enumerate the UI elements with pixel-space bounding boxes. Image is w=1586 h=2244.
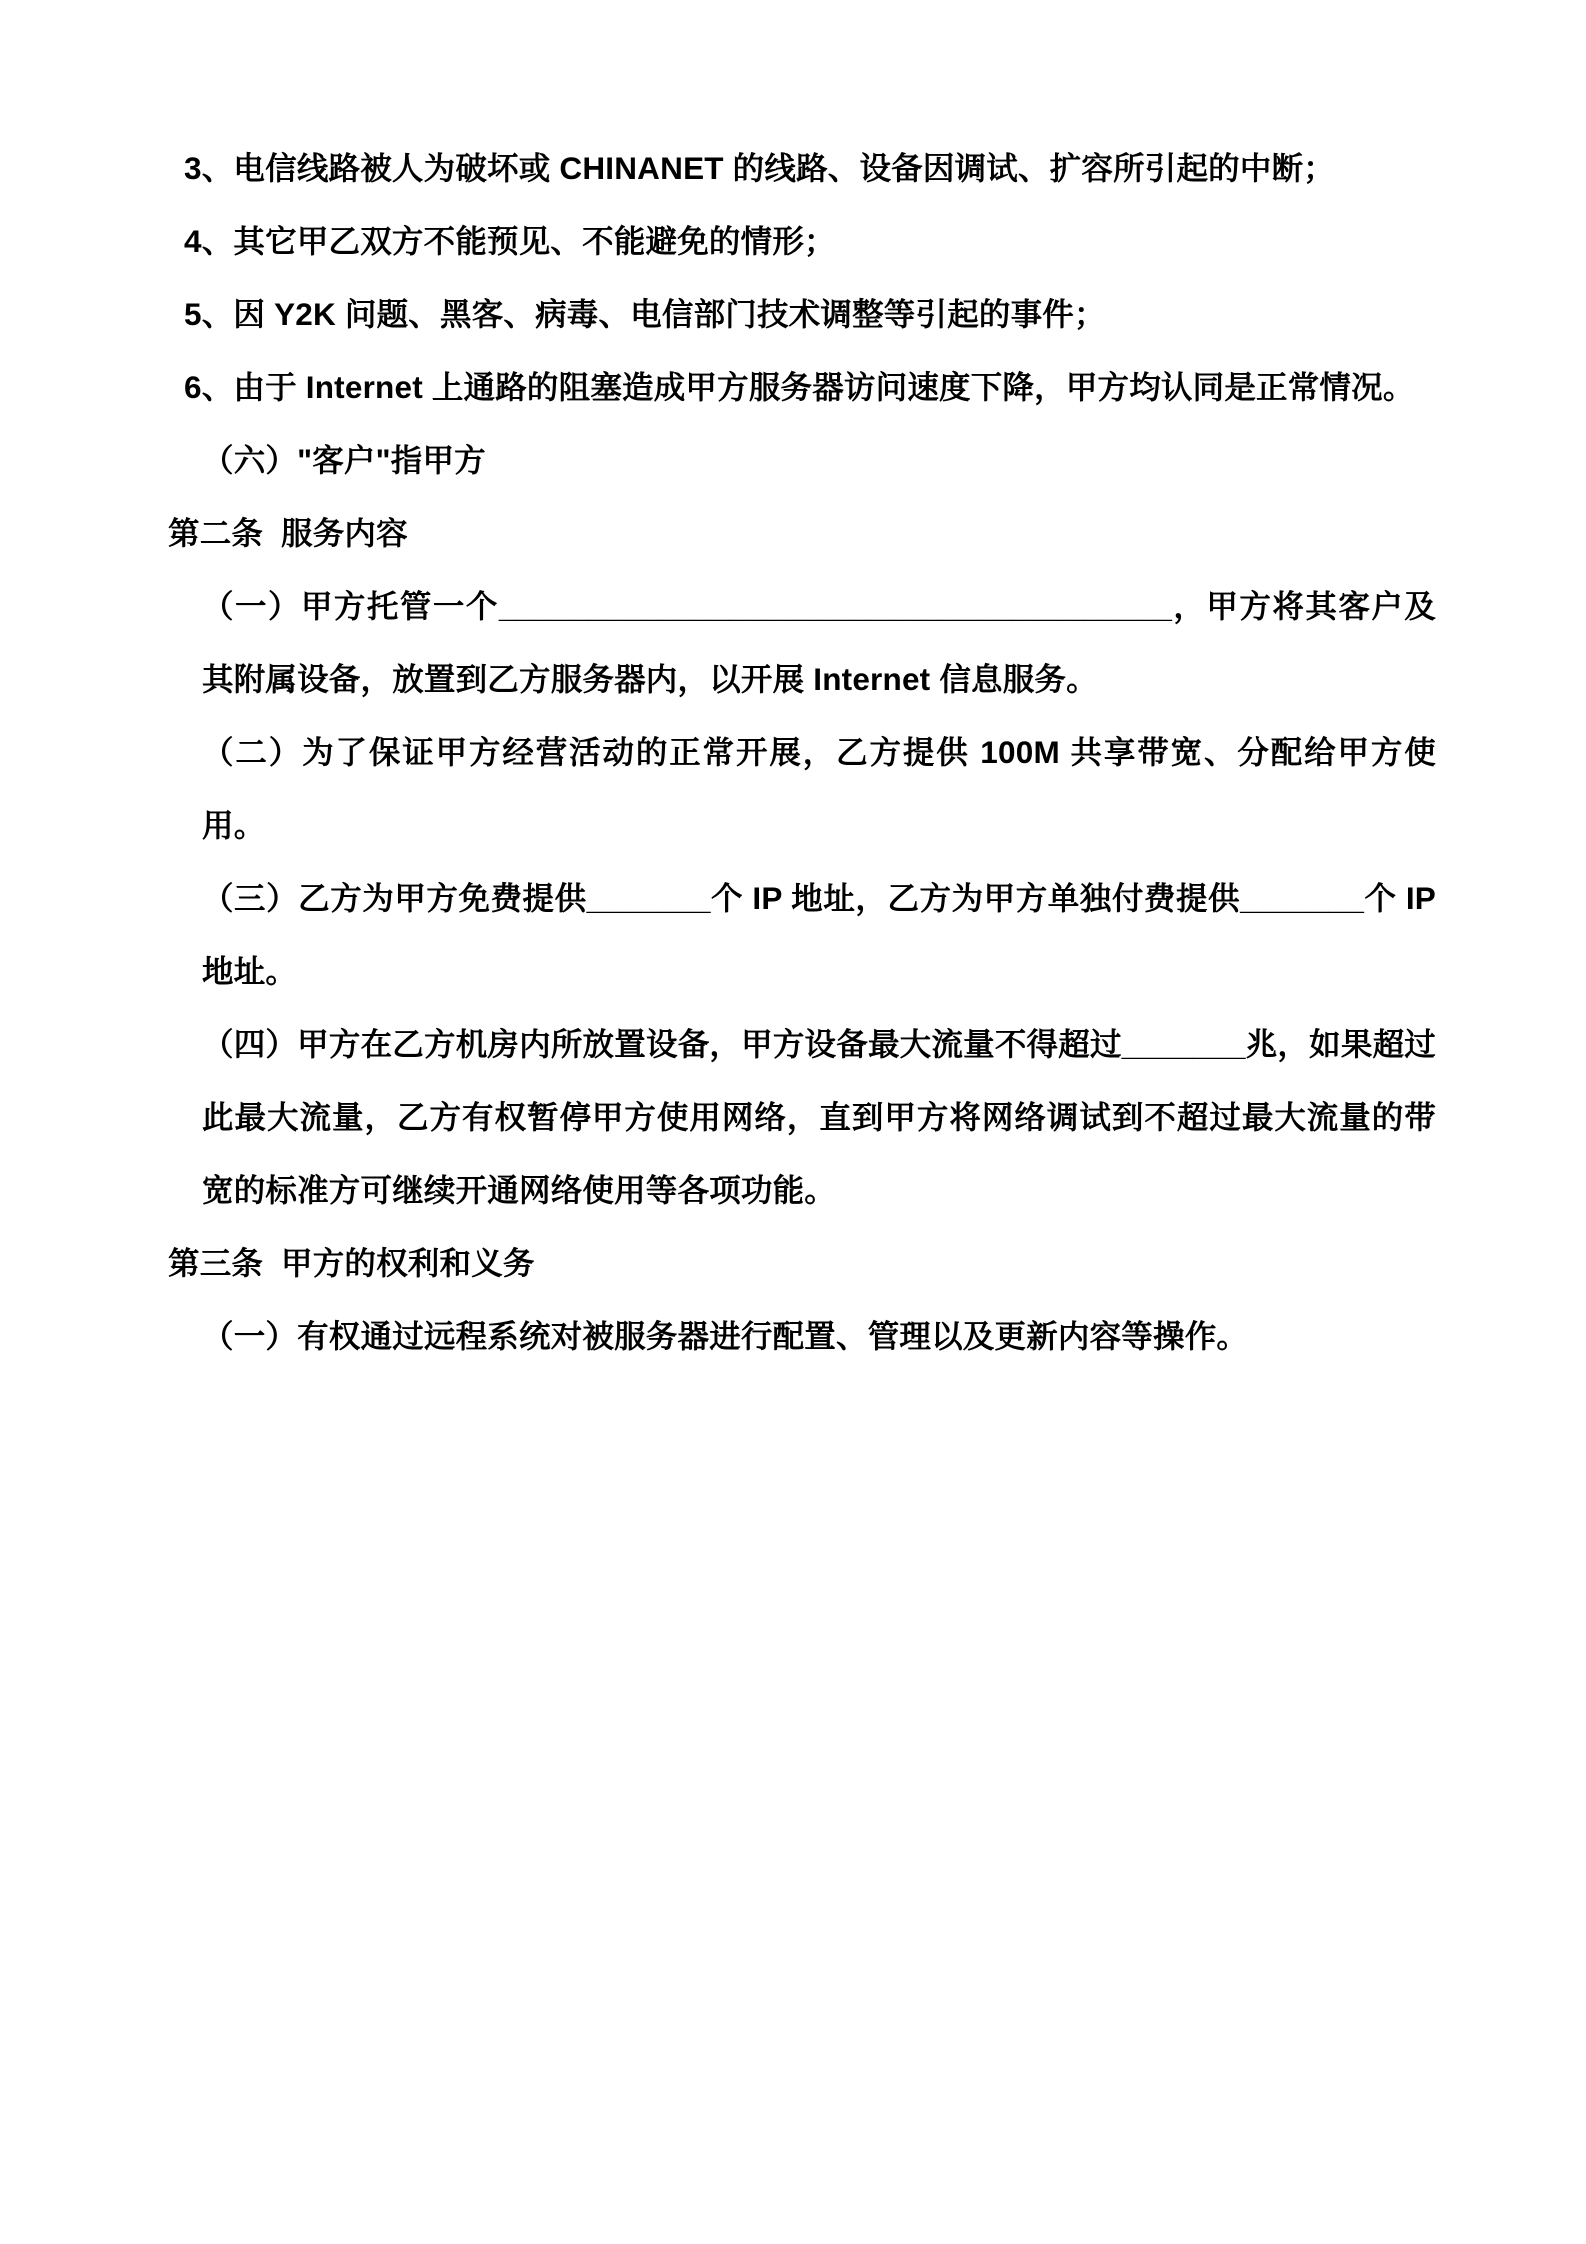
heading-article-2: 第二条 服务内容 [168,515,408,551]
paragraph-clause-1-item-5: 5、因 Y2K 问题、黑客、病毒、电信部门技术调整等引起的事件； [184,296,1106,332]
paragraph-clause-1-item-4: 4、其它甲乙双方不能预见、不能避免的情形； [184,223,836,259]
document-body [168,132,1445,1373]
paragraph-clause-1-item-six: （六）"客户"指甲方 [202,442,486,478]
paragraph-article-2-item-1: （一）甲方托管一个______________________________________，甲方将其客户及其附属设备，放置到乙方服务器内，以开展 Internet 信息服务。 [202,588,1436,697]
paragraph-article-2-item-2: （二）为了保证甲方经营活动的正常开展，乙方提供 100M 共享带宽、分配给甲方使用。 [202,734,1436,843]
paragraph-clause-1-item-3: 3、电信线路被人为破坏或 CHINANET 的线路、设备因调试、扩容所引起的中断； [184,150,1335,186]
paragraph-article-3-item-1: （一）有权通过远程系统对被服务器进行配置、管理以及更新内容等操作。 [202,1318,1249,1354]
paragraph-article-2-item-3: （三）乙方为甲方免费提供_______个 IP 地址，乙方为甲方单独付费提供_______个 IP 地址。 [202,880,1445,989]
paragraph-clause-1-item-6: 6、由于 Internet 上通路的阻塞造成甲方服务器访问速度下降，甲方均认同是正常情况。 [184,369,1415,405]
heading-article-3: 第三条 甲方的权利和义务 [168,1245,535,1281]
paragraph-article-2-item-4: （四）甲方在乙方机房内所放置设备，甲方设备最大流量不得超过_______兆，如果超过此最大流量，乙方有权暂停甲方使用网络，直到甲方将网络调试到不超过最大流量的带宽的标准方可继续开通网络使用等各项功能。 [202,1026,1436,1208]
